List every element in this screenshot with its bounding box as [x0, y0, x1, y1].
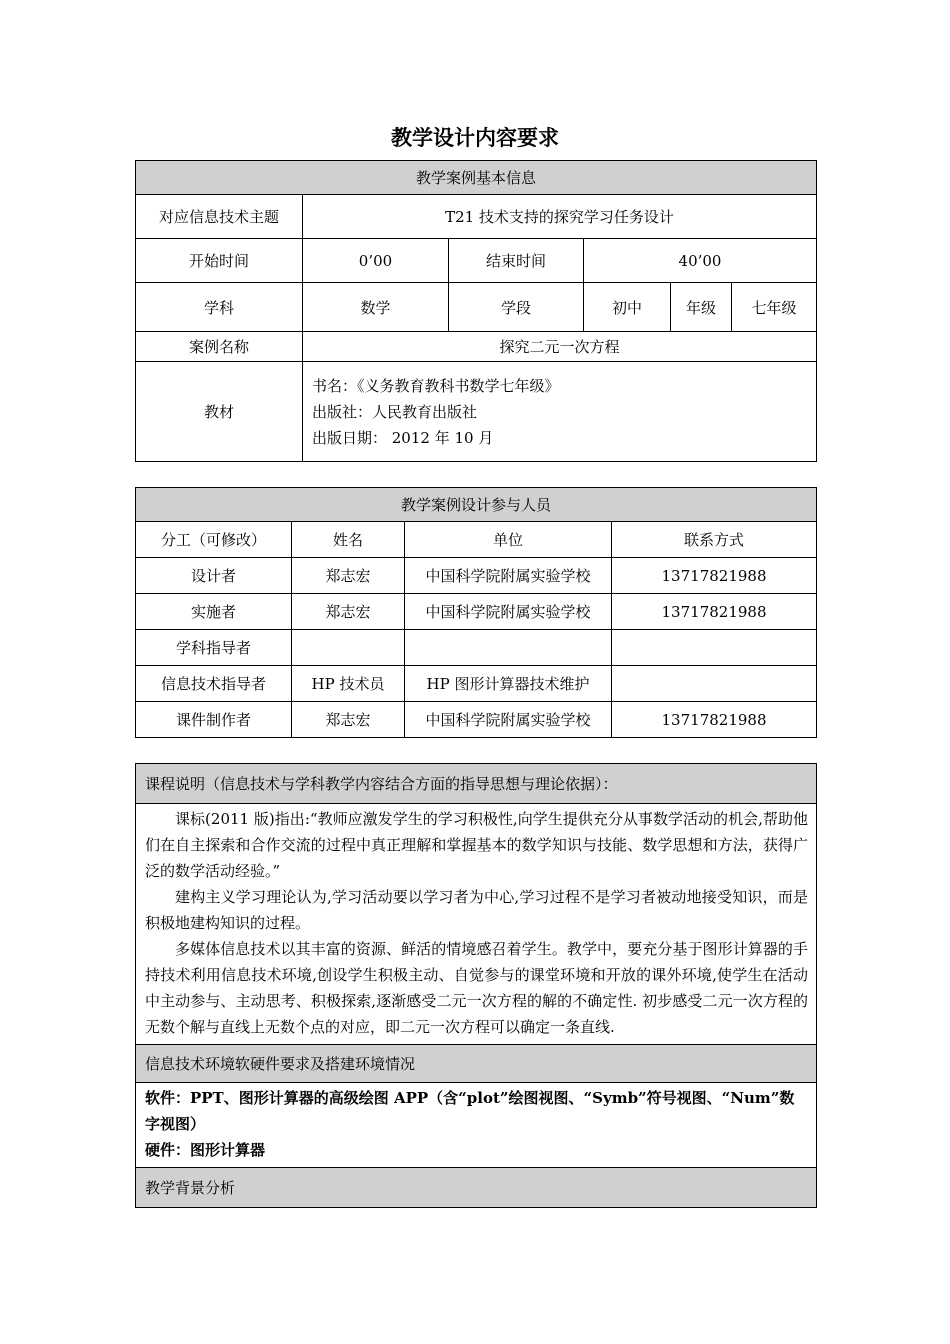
name-cell: HP 技术员: [292, 666, 405, 702]
environment-header: 信息技术环境软硬件要求及搭建环境情况: [136, 1045, 817, 1083]
grade-label: 年级: [671, 283, 732, 332]
textbook-publisher: 出版社：人民教育出版社: [312, 402, 478, 421]
end-time-label: 结束时间: [449, 239, 584, 283]
name-cell: 郑志宏: [292, 594, 405, 630]
stage-value: 初中: [584, 283, 671, 332]
subject-label: 学科: [136, 283, 303, 332]
textbook-title: 书名：《义务教育教科书数学七年级》: [312, 376, 560, 395]
course-paragraph: 多媒体信息技术以其丰富的资源、鲜活的情境感召着学生。教学中，要充分基于图形计算器的手持技术利用信息技术环境,创设学生积极主动、自觉参与的课堂环境和开放的课外环境,使学生在活动中主动参与、主动思考、积极探索,逐渐感受二元一次方程的解的不确定性. 初步感受二元一次方程的无数个解与直线上无数个点的对应，即二元一次方程可以确定一条直线.: [145, 940, 808, 1036]
table-row: [136, 630, 817, 666]
role-cell: 课件制作者: [136, 702, 292, 738]
textbook-date: 出版日期： 2012 年 10 月: [312, 428, 494, 447]
subject-value: 数学: [303, 283, 449, 332]
course-paragraph: 建构主义学习理论认为,学习活动要以学习者为中心,学习过程不是学习者被动地接受知识，而是积极地建构知识的过程。: [145, 888, 808, 932]
name-cell: 郑志宏: [292, 702, 405, 738]
table-row: [136, 702, 817, 738]
topic-label: 对应信息技术主题: [136, 195, 303, 239]
participants-header: 教学案例设计参与人员: [136, 488, 817, 522]
software-requirement: 软件：PPT、图形计算器的高级绘图 APP（含“plot”绘图视图、“Symb”符号视图、“Num”数字视图）: [145, 1089, 795, 1133]
hardware-requirement: 硬件：图形计算器: [145, 1141, 266, 1159]
course-description-table: [135, 763, 817, 1208]
contact-cell: 13717821988: [612, 558, 817, 594]
participants-table: [135, 487, 817, 738]
role-cell: 实施者: [136, 594, 292, 630]
unit-cell: 中国科学院附属实验学校: [405, 558, 612, 594]
column-header: 单位: [405, 522, 612, 558]
contact-cell: 13717821988: [612, 594, 817, 630]
column-header: 姓名: [292, 522, 405, 558]
column-header: 联系方式: [612, 522, 817, 558]
table-row: [136, 558, 817, 594]
case-name-value: 探究二元一次方程: [303, 332, 817, 362]
topic-value: T21 技术支持的探究学习任务设计: [303, 195, 817, 239]
course-body: [136, 804, 817, 1045]
textbook-label: 教材: [136, 362, 303, 462]
basic-info-table: [135, 160, 817, 462]
role-cell: 信息技术指导者: [136, 666, 292, 702]
role-cell: 学科指导者: [136, 630, 292, 666]
textbook-details: [303, 362, 817, 462]
start-time-value: 0’00: [303, 239, 449, 283]
end-time-value: 40’00: [584, 239, 817, 283]
background-analysis-header: 教学背景分析: [136, 1168, 817, 1208]
role-cell: 设计者: [136, 558, 292, 594]
contact-cell: 13717821988: [612, 702, 817, 738]
unit-cell: 中国科学院附属实验学校: [405, 594, 612, 630]
start-time-label: 开始时间: [136, 239, 303, 283]
name-cell: 郑志宏: [292, 558, 405, 594]
environment-body: [136, 1083, 817, 1168]
contact-cell: [612, 666, 817, 702]
grade-value: 七年级: [732, 283, 817, 332]
unit-cell: HP 图形计算器技术维护: [405, 666, 612, 702]
contact-cell: [612, 630, 817, 666]
column-header: 分工（可修改）: [136, 522, 292, 558]
course-header: 课程说明（信息技术与学科教学内容结合方面的指导思想与理论依据）：: [136, 764, 817, 804]
page-title: 教学设计内容要求: [391, 125, 559, 150]
table-row: [136, 594, 817, 630]
basic-info-header: 教学案例基本信息: [136, 161, 817, 195]
case-name-label: 案例名称: [136, 332, 303, 362]
table-row: [136, 666, 817, 702]
unit-cell: 中国科学院附属实验学校: [405, 702, 612, 738]
name-cell: [292, 630, 405, 666]
unit-cell: [405, 630, 612, 666]
stage-label: 学段: [449, 283, 584, 332]
course-paragraph: 课标(2011 版)指出:“教师应激发学生的学习积极性,向学生提供充分从事数学活动的机会,帮助他们在自主探索和合作交流的过程中真正理解和掌握基本的数学知识与技能、数学思想和方法，获得广泛的数学活动经验。”: [145, 810, 808, 880]
